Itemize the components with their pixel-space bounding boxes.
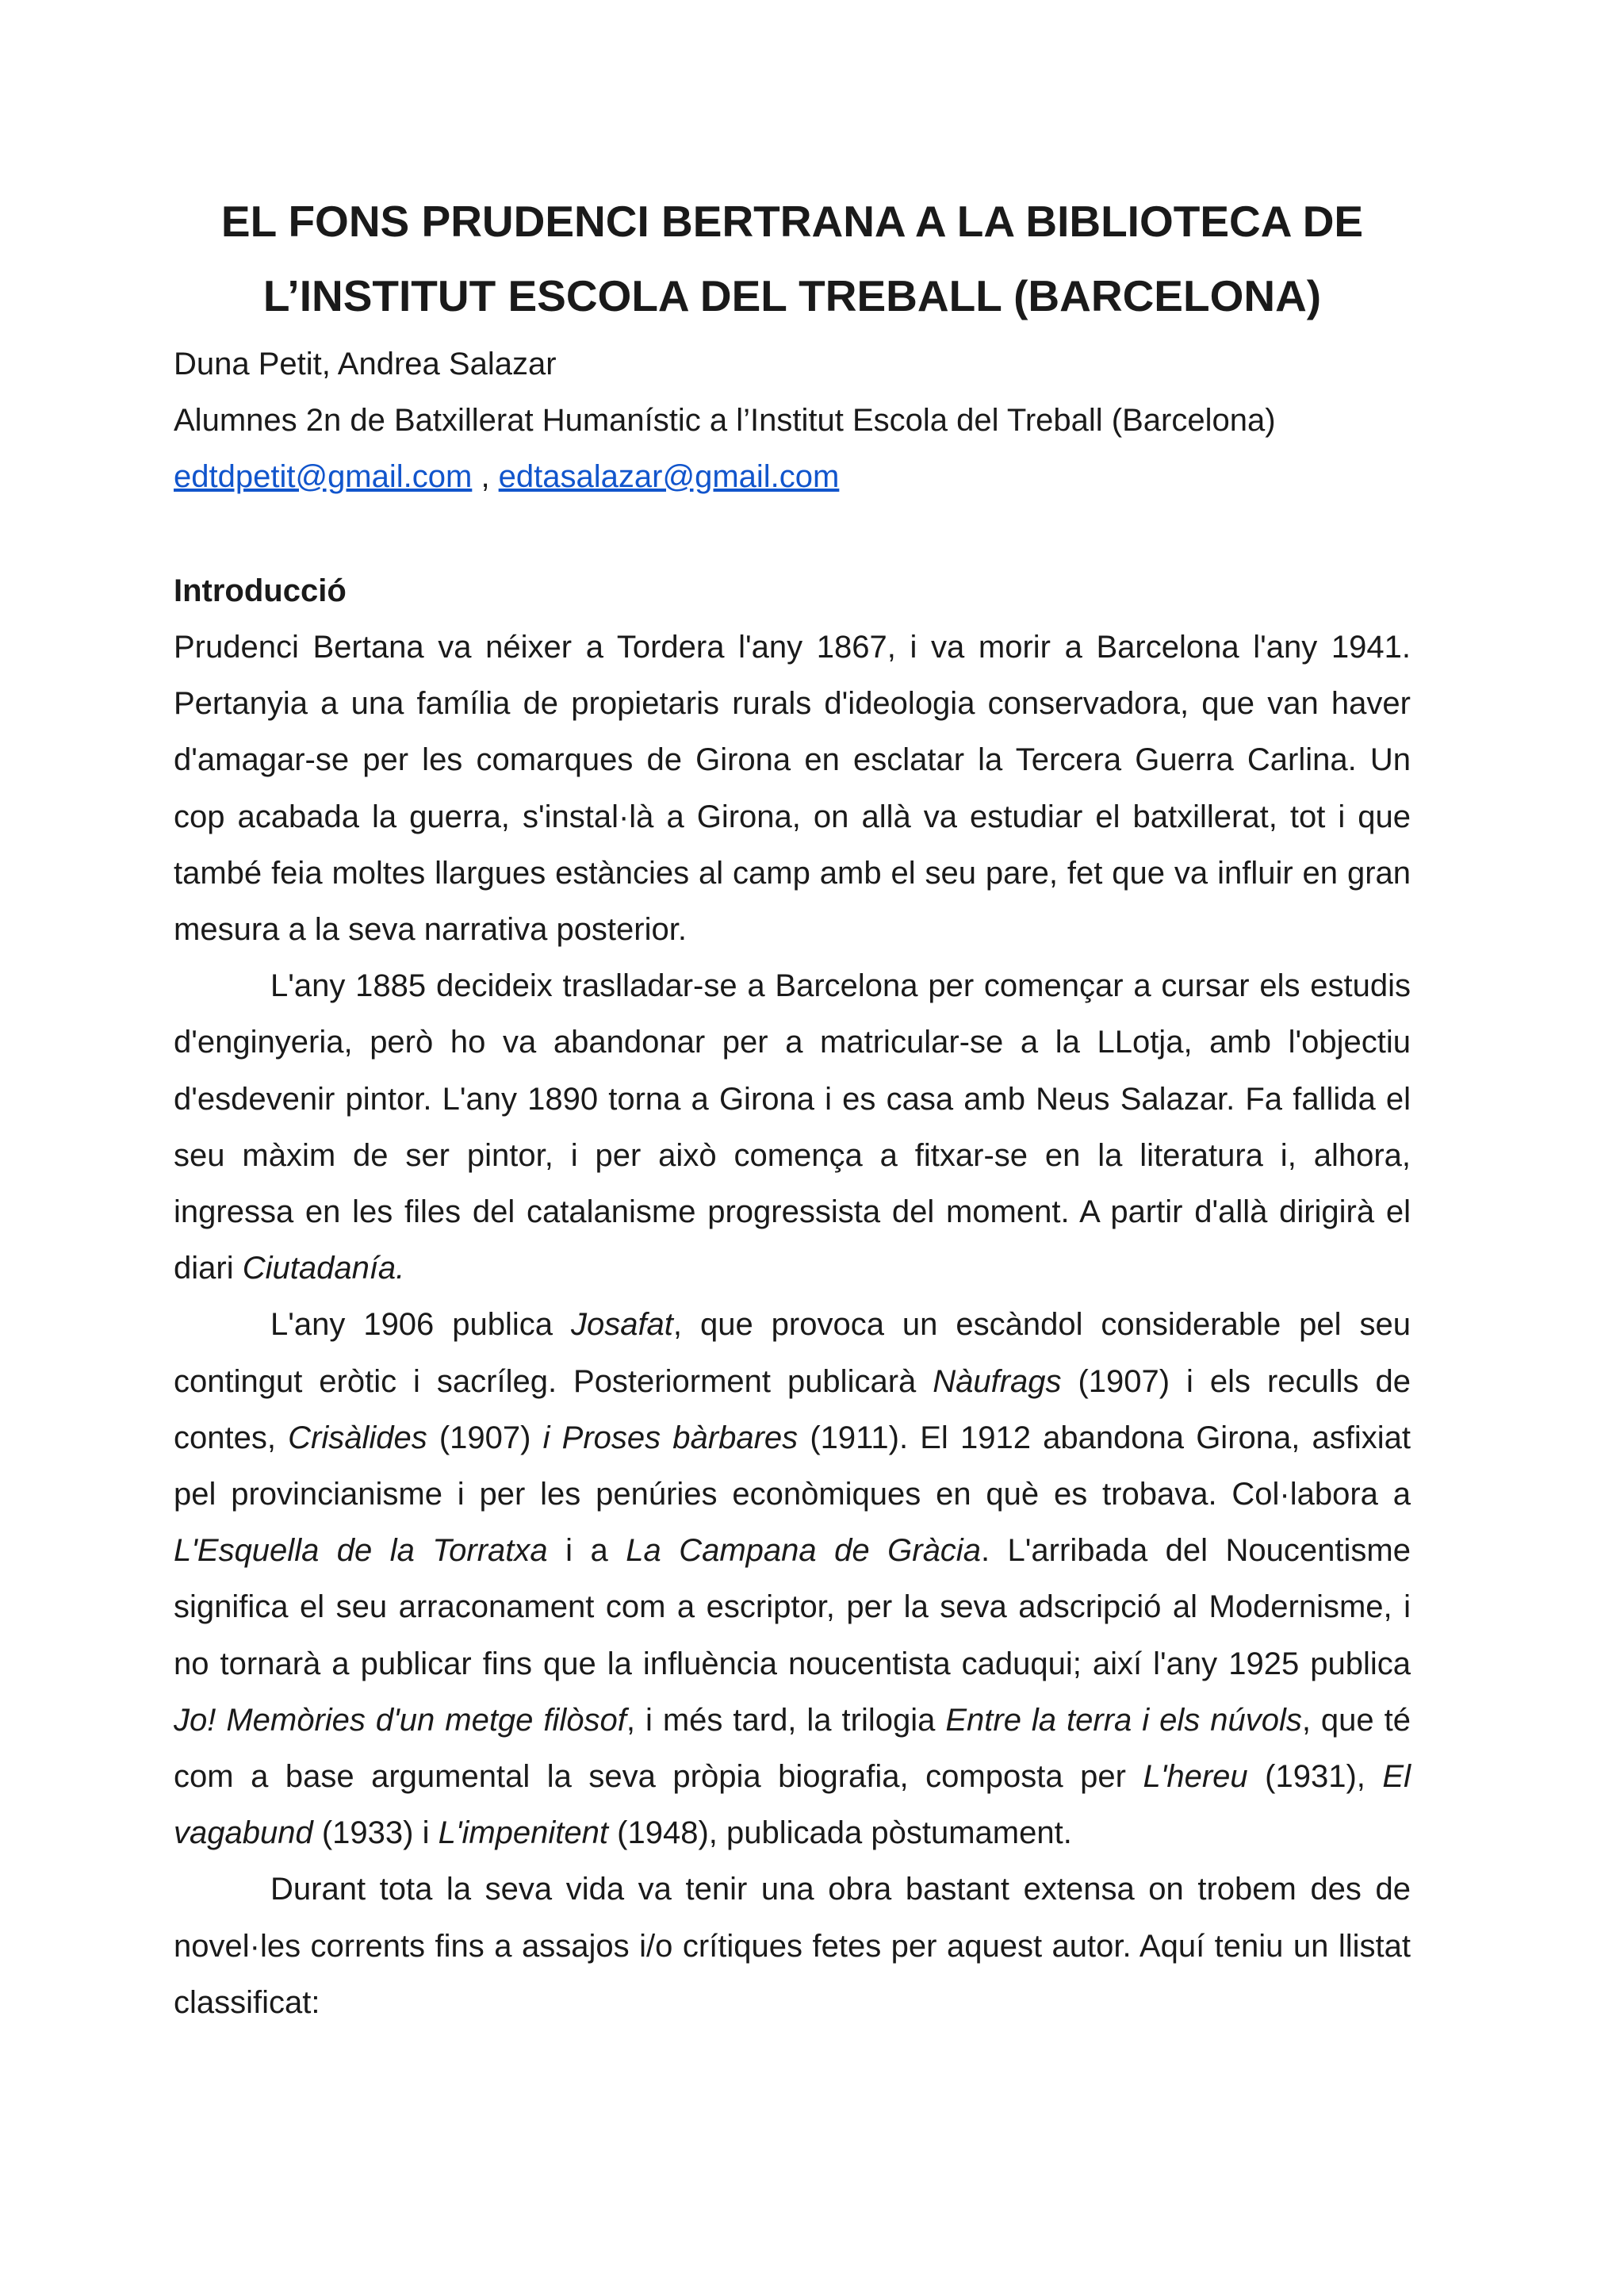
title-line-2: L’INSTITUT ESCOLA DEL TREBALL (BARCELONA) [262,271,1322,320]
p2-text: L'any 1885 decideix traslladar-se a Barcelona per començar a cursar els estudis d'enginyeria, però ho va abandonar per a matricular-se a la LLotja, amb l'objectiu d'esdevenir pintor. L'any 1890 torna a Girona i es casa amb Neus Salazar. Fa fallida el seu màxim de ser pintor, i per això comença a fitxar-se en la literatura i, alhora, ingressa en les files del catalanisme progressista del moment. A partir d'allà dirigirà el diari [174,968,1411,1286]
title-crisalides: Crisàlides [288,1420,427,1455]
section-heading-introduccio: Introducció [174,573,347,608]
paragraph-2 [174,958,1411,1297]
p3-text: L'any 1906 publica [270,1307,571,1343]
p3-text: i a [547,1533,626,1569]
paragraph-3 [174,1297,1411,1861]
title-hereu: L'hereu [1143,1759,1248,1795]
title-jo-memories: Jo! Memòries d'un metge filòsof [174,1702,626,1738]
p3-text: (1911). El 1912 abandona Girona, asfixiat pel provincianisme i per les penúries econòmiques en què es trobava. Col·labora a [174,1420,1411,1512]
title-campana: La Campana de Gràcia [626,1533,981,1569]
authors: Duna Petit, Andrea Salazar [174,347,557,381]
p3-text: (1948), publicada pòstumament. [608,1815,1072,1851]
author-block [174,336,1411,505]
title-impenitent: L'impenitent [438,1815,609,1851]
p3-text: (1907) i els reculls de contes, [174,1363,1411,1455]
title-line-1: EL FONS PRUDENCI BERTRANA A LA BIBLIOTECA DE [220,197,1364,246]
email-link-salazar[interactable]: edtasalazar@gmail.com [498,459,840,494]
title-naufrags: Nàufrags [933,1363,1062,1399]
p3-text: (1907) [427,1420,543,1455]
paragraph-1: Prudenci Bertana va néixer a Tordera l'any 1867, i va morir a Barcelona l'any 1941. Pertanyia a una família de propietaris rurals d'ideologia conservadora, que van haver d'amagar-se per les comarques de Girona en esclatar la Tercera Guerra Carlina. Un cop acabada la guerra, s'instal·là a Girona, on allà va estudiar el batxillerat, tot i que també feia moltes llargues estàncies al camp amb el seu pare, fet que va influir en gran mesura a la seva narrativa posterior. [174,630,1411,948]
title-proses-barbares: i Proses bàrbares [542,1420,799,1455]
body-text [174,619,1411,2031]
email-separator: , [472,459,499,494]
title-esquella: L'Esquella de la Torratxa [174,1533,548,1569]
p3-text: (1933) i [312,1815,439,1851]
title-ciutadania: Ciutadanía. [242,1251,405,1286]
document-title [174,184,1411,333]
p3-text: , i més tard, la trilogia [626,1702,946,1738]
p3-text: , que té com a base argumental la seva pròpia biografia, composta per [174,1702,1411,1795]
title-vagabund: El vagabund [174,1759,1411,1851]
p3-text: , que provoca un escàndol considerable pel seu contingut eròtic i sacríleg. Posteriorment publicarà [174,1307,1411,1399]
affiliation: Alumnes 2n de Batxillerat Humanístic a l’Institut Escola del Treball (Barcelona) [174,403,1276,438]
email-line [174,449,1411,505]
p3-text: . L'arribada del Noucentisme significa el seu arraconament com a escriptor, per la seva adscripció al Modernisme, i no tornarà a publicar fins que la influència noucentista caduqui; així l'any 1925 publica [174,1533,1411,1681]
p3-text: (1931), [1247,1759,1383,1795]
email-link-petit[interactable]: edtdpetit@gmail.com [174,459,473,494]
title-josafat: Josafat [570,1307,673,1343]
paragraph-4: Durant tota la seva vida va tenir una obra bastant extensa on trobem des de novel·les corrents fins a assajos i/o crítiques fetes per aquest autor. Aquí teniu un llistat classificat: [174,1872,1411,2020]
title-entre-la-terra: Entre la terra i els núvols [945,1702,1302,1738]
